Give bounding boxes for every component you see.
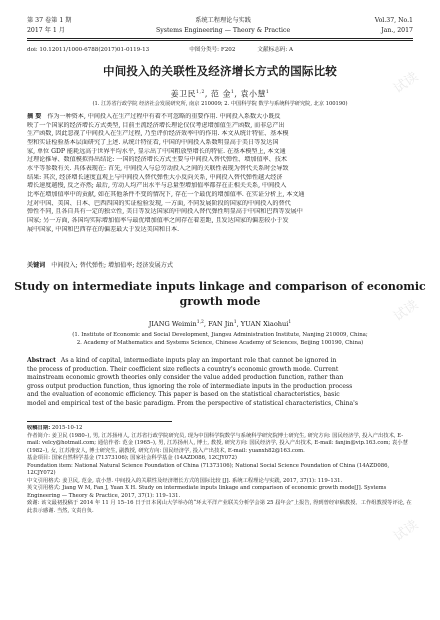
affiliation-cn: (1. 江苏省行政学院 经济社会发展研究所, 南京 210009; 2. 中国科学院 数学与系统科学研究院, 北京 100190) [92, 101, 348, 107]
header-rule [27, 38, 413, 39]
footnote-entry: 基金项目: 国家自然科学基金 (71373106); 国家社会科学基金 (14AZD086, 12CJY072) [27, 455, 237, 462]
authors-cn: 姜卫民$^{1,2}$, 范 金$^1$, 袁小慧$^1$ [170, 89, 270, 99]
abstract-cn-line: 过对中国、美国、日本、巴西四国的实证检验发现, 一方面, 不同发展阶段的国家的中间投入的替代 [27, 199, 291, 207]
keywords-cn [27, 262, 173, 270]
footnote-rule [27, 421, 172, 422]
abstract-cn-line: 摘 要 作为一种资本, 中间投入在生产过程中有着不可忽略的重要作用. 中间投入系数大小既反 [27, 113, 281, 120]
abstract-en-line-label: Abstract [27, 357, 56, 364]
abstract-en-line: Abstract As a kind of capital, intermediate inputs play an important role that cannot be ignored in [27, 357, 337, 364]
affiliation-en: (1. Institute of Economic and Social Development, Jiangsu Administration Institute, Nanjing 210009, China; 2. Academy of Mathematics and Systems Science, Chinese Academy of Sciences, Beijing 100190, China) [72, 332, 368, 346]
watermark: 试读 [391, 297, 422, 325]
received-date: 收稿日期: 2015-10-12 [27, 425, 83, 431]
abstract-en-line: the process of production. Their coefficient size reflects a country's economic growth mode. Current [27, 365, 339, 373]
abstract-cn-line: 过理论推导、数值模拟得出结论: 一国的经济增长方式主要与中间投入替代弹性、增加值率、技术 [27, 156, 287, 164]
doi: doi: 10.12011/1000-6788(2017)01-0119-13 [27, 47, 150, 53]
keywords-text-cn: 中间投入; 替代弹性; 增加值率; 经济发展方式 [51, 262, 173, 269]
volume-issue-en: Vol.37, No.1 [374, 17, 413, 24]
abstract-cn-line: 映了一个国家的经济增长方式类型, 目前主流经济增长理论仅仅考虑增加值生产函数, 而非总产出 [27, 121, 285, 129]
title-cn: 中间投入的关联性及经济增长方式的国际比较 [103, 64, 337, 78]
date-cn: 2017 年 1 月 [27, 27, 65, 34]
title-en: Study on intermediate inputs linkage and comparison of economic growth mode [14, 280, 426, 308]
abstract-cn-line: 比率在增加值率中的贡献, 如在其他条件不变的情况下, 存在一个最优的增加值率. 在实证分析上, 本文通 [27, 190, 305, 198]
abstract-cn-line: 生产函数, 因此忽视了中间投入在生产过程, 乃至评价经济效率中的作用. 本文从统计特征、基本模 [27, 130, 289, 138]
header-rule-thin [27, 40, 413, 41]
abstract-cn-line-label: 摘 要 [27, 113, 42, 120]
article-meta [27, 46, 413, 54]
abstract-en [27, 357, 413, 408]
authors-en: JIANG Weimin$^{1,2}$, FAN Jin$^1$, YUAN Xiaohui$^1$ [148, 320, 292, 329]
abstract-cn-line: 水平等参数有关. 具体表现在: 首先, 中间投入与总劳动投入之间的关联性表现为替代关系时会导致 [27, 164, 289, 172]
journal-name-cn: 系统工程理论与实践 [195, 17, 251, 24]
footnotes [27, 425, 413, 516]
document-code: 文献标志码: A [257, 47, 294, 53]
clc-number: 中图分类号: F202 [189, 47, 236, 53]
abstract-en-line: and the evaluation of economic efficiency. This paper is based on the statistical characteristics, basic [27, 391, 340, 398]
footnote-entry: Foundation item: National Natural Science Foundation of China (71373106); National Social Science Foundation of China (14AZD086, 12CJY072) [27, 462, 390, 477]
abstract-cn-line: 结果: 其次, 经济增长速度直观上与中间投入替代弹性大小反向关系, 中间投入替代弹性越大经济 [27, 173, 283, 181]
abstract-cn-line: 弹性不同, 且各自具有一定的独立性, 美日等发达国家的中间投入替代弹性明显高于中国和巴西等发展中 [27, 208, 303, 216]
abstract-en-line: mainstream economic growth theories only consider the value added production function, rather than [27, 374, 344, 381]
footnote-entry: 作者简介: 姜卫民 (1980–), 男, 江苏扬州人, 江苏省行政学院研究员, 现为中国科学院数学与系统科学研究院博士研究生, 研究方向: 国民经济学, 投入产出技术, E-mail: velcy@hotmail.com; 通信作者: 范金 (1965–), 男, 江苏扬州人, 博士, 教授, 研究方向: 国民经济学, 投入产出技术, E-mail: fanjin@vip.163.com; 袁小慧 (1982–), 女, 江苏淮安人, 博士研究生, 副教授, 研究方向: 国民经济学, 投入产出技术, E-mail: yuanxh82@163.com. [27, 432, 408, 454]
date-en: Jan., 2017 [381, 27, 413, 34]
abstract-en-line: gross output production function, thus ignoring the role of intermediate inputs in the production process [27, 382, 353, 390]
journal-header-bottom [27, 27, 413, 35]
footnote-entry: 致谢: 该文最初投稿于 2014 年 11 月 15–16 日于日本冈山大学举办的“环太平洋产业联关分析学会第 25 届年会”上报告, 得到曾经审稿教授、工作组教授等评论, 在此表示感谢. 当然, 文责自负. [27, 500, 412, 515]
abstract-cn-line: 型和实证检验基本层面研究了上述. 从统计特征看, 中国的中间投入系数明显高于美日等发达国 [27, 138, 279, 146]
abstract-cn-line: 增长速度越慢, 反之亦然; 最后, 劳动人均产出水平与总量型增加值率都存在正相关关系, 中间投入 [27, 182, 287, 190]
volume-issue-cn: 第 37 卷第 1 期 [27, 17, 72, 24]
watermark: 试读 [391, 69, 422, 97]
abstract-cn [27, 113, 413, 234]
keywords-label-cn: 关键词 [27, 262, 46, 269]
footnote-entry: 英文引用格式: Jiang W M, Fan J, Yuan X H. Study on intermediate inputs linkage and comparison of economic growth mode[J]. Systems Engineering — Theory & Practice, 2017, 37(1): 119–131. [27, 485, 387, 499]
watermark: 试读 [391, 517, 422, 545]
abstract-en-line: model and empirical test of the basic paradigm. From the perspective of statistical characteristics, China's [27, 399, 358, 407]
footnote-entry: 中文引用格式: 姜卫民, 范金, 袁小慧. 中间投入的关联性及经济增长方式的国际比较 [J]. 系统工程理论与实践, 2017, 37(1): 119–131. [27, 477, 343, 484]
journal-header-top [27, 17, 413, 25]
abstract-cn-line: 展中国家, 中国和巴西存在的偏差最大于发达美国和日本. [27, 225, 180, 233]
journal-name-en: Systems Engineering — Theory & Practice [156, 27, 291, 34]
abstract-cn-line: 家, 单位 GDP 能耗远高于世界平均水平, 显示出了中国粗放型增长的特征. 在基本模型上, 本文通 [27, 147, 286, 155]
abstract-cn-line: 国家; 另一方面, 各国均实际增加值率与最优增加值率之间存在着差距, 且发达国家的偏差较小于发 [27, 216, 289, 224]
